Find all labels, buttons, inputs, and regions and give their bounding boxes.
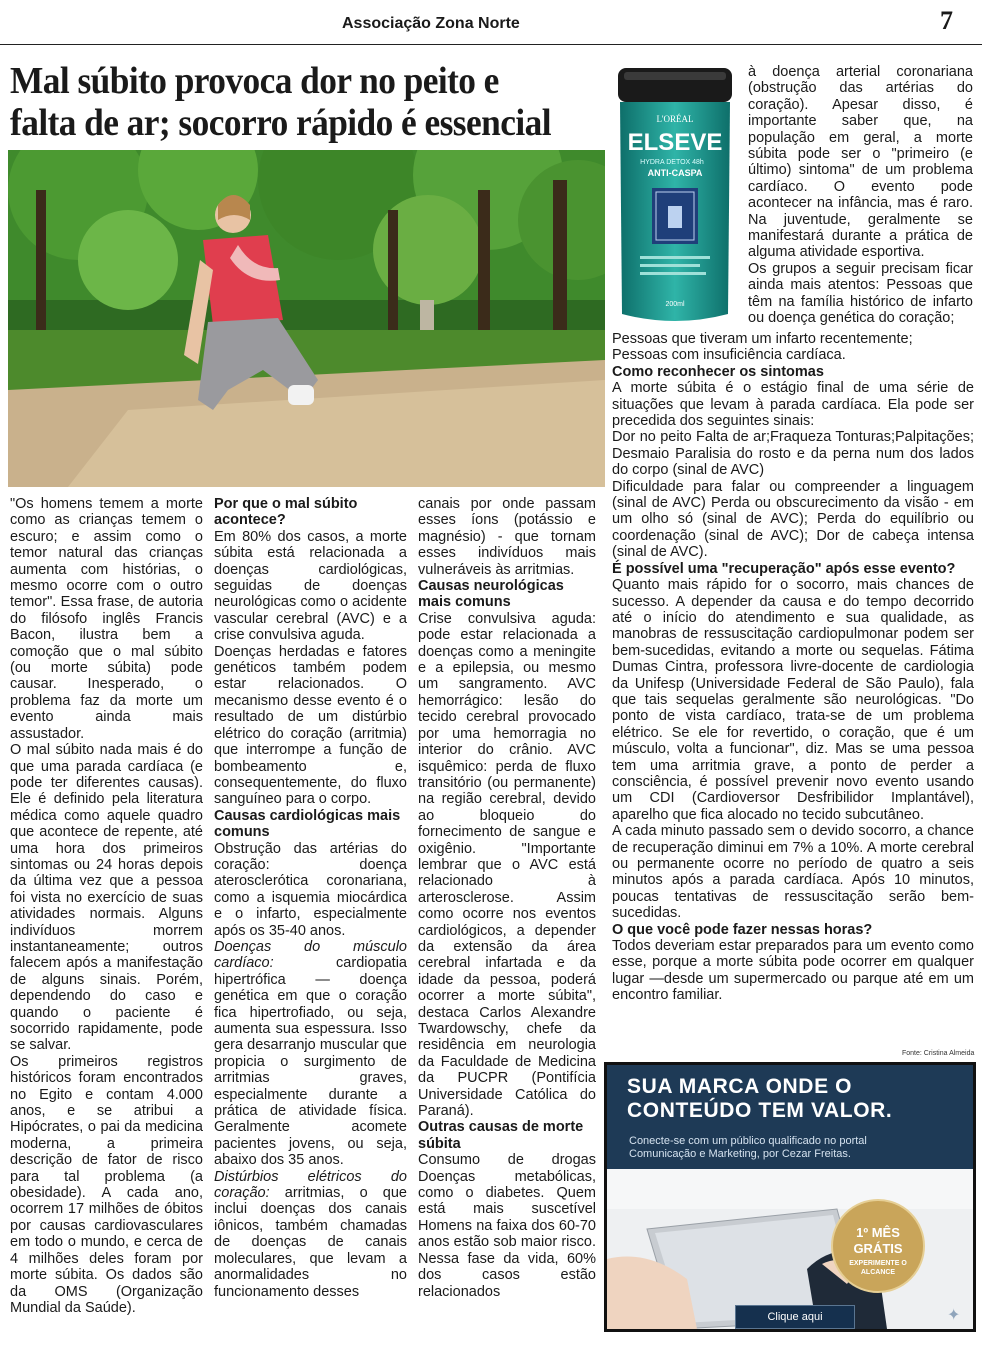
- ad-title-line: CONTEÚDO TEM VALOR.: [627, 1099, 893, 1122]
- click-here-button[interactable]: Clique aqui: [735, 1305, 855, 1329]
- paragraph: Consumo de drogas Doenças metabólicas, como o diabetes. Quem está mais suscetível Homens na faixa dos 60-70 anos estão sob maior risco. Nessa fase da vida, 60% dos casos estão relacionados: [418, 1152, 596, 1300]
- page-number: 7: [940, 6, 953, 35]
- paragraph: Obstrução das artérias do coração: doença aterosclerótica coronariana, como a isquemia miocárdica e o infarto, especialmente após os 35-40 anos.: [214, 840, 407, 939]
- paragraph: canais por onde passam esses íons (potássio e magnésio) - que tornam esses indivíduos mais vulneráveis às arritmias.: [418, 496, 596, 578]
- right-column: [612, 331, 974, 1004]
- history-paragraph: Os primeiros registros históricos foram encontrados no Egito e contam 4.000 anos, e se atribui a Hipócrates, o pai da medicina moderna, a primeira descrição de fator de risco para tal problema (a obesidade). A cada ano, ocorrem 17 milhões de óbitos por causas cardiovasculares em todo o mundo, e cerca de 4 milhões deles foram por morte súbita. Os dados são da OMS (Organização Mundial da Saúde).: [10, 1053, 203, 1316]
- paragraph: Os grupos a seguir precisam ficar ainda mais atentos: Pessoas que têm na família histórico de infarto ou doença genética do coração;: [748, 260, 973, 327]
- paragraph: Dor no peito Falta de ar;Fraqueza Tonturas;Palpitações; Desmaio Paralisia do rosto e da perna num dos lados do corpo (sinal de AVC): [612, 429, 974, 479]
- paragraph: Dificuldade para falar ou compreender a linguagem (sinal de AVC) Perda ou obscurecimento da visão - em um olho só (sinal de AVC); Perda do equilíbrio ou coordenação (sinal de AVC); Dor de cabeça intensa (sinal de AVC).: [612, 478, 974, 561]
- source-credit: Fonte: Cristina Almeida: [902, 1050, 975, 1057]
- header-divider: [0, 44, 982, 45]
- paragraph: Todos deveriam estar preparados para um evento como esse, porque a morte súbita pode ocorrer em qualquer lugar —desde um supermercado ou parque até em um encontro familiar.: [612, 938, 974, 1004]
- ad-title-line: SUA MARCA ONDE O: [627, 1075, 853, 1098]
- product-line: HYDRA DETOX 48h: [640, 159, 704, 166]
- list-item: Pessoas que tiveram um infarto recentemente;: [612, 331, 913, 347]
- publication-name: Associação Zona Norte: [342, 15, 520, 32]
- intro-paragraph: "Os homens temem a morte como as crianças temem o escuro; e assim como o temor natural das crianças aumenta com histórias, o mesmo ocorre com o outro temor". Essa frase, de autoria do filósofo inglês Francis Bacon, ilustra bem a comoção que o mal súbito (ou morte súbita) pode causar. Inesperado, o problema faz da morte um evento ainda mais assustador.: [10, 496, 203, 742]
- shampoo-product-image: [612, 66, 738, 334]
- article-headline: Mal súbito provoca dor no peito e falta de ar; socorro rápido é essencial: [10, 60, 551, 144]
- ad-subtitle: [629, 1135, 867, 1161]
- paragraph: à doença arterial coronariana (obstrução das artérias do coração). Apesar disso, é importante saber que, na população em geral, a morte súbita pode ser o "primeiro (e último) sintoma" de um problema cardíaco. O evento pode acontecer na infância, mas é raro. Na juventude, geralmente se manifestará durante a prática de alguma atividade esportiva.: [748, 64, 973, 261]
- paragraph: A cada minuto passado sem o devido socorro, a chance de recuperação diminui em 7% a 10%. A morte cerebral ou permanente ocorre no período de quatro a seis minutos após a parada cardíaca. Após 10 minutos, poucas tentativas de ressuscitação serão bem-sucedidas.: [612, 823, 974, 922]
- column-1: [10, 496, 203, 1316]
- paragraph: [214, 1169, 407, 1300]
- section-heading-other: Outras causas de morte súbita: [418, 1119, 584, 1152]
- article-photo: [8, 150, 605, 487]
- paragraph-text: cardiopatia hipertrófica — doença genética em que o coração fica hipertrofiado, ou seja, aumenta sua espessura. Isso gera desarranjo muscular que propicia o surgimento de arritmias graves, especialmente durante a prática de atividade física. Geralmente acomete pacientes jovens, ou seja, abaixo dos 35 anos.: [214, 955, 407, 1169]
- italic-lead: Doenças do músculo cardíaco:: [214, 938, 407, 972]
- section-heading-cardio: Causas cardiológicas mais comuns: [214, 807, 401, 841]
- paragraph-text: arritmias, o que inclui doenças dos canais iônicos, também chamadas de doenças de canais moleculares, que levam a anormalidades no funcionamento desses: [214, 1185, 407, 1300]
- product-name: ELSEVE: [627, 129, 723, 156]
- free-month-badge: [831, 1199, 925, 1293]
- paragraph: [214, 939, 407, 1169]
- section-heading-neuro: Causas neurológicas mais comuns: [418, 578, 564, 611]
- paragraph: Crise convulsiva aguda: pode estar relacionada a doenças como a meningite e a epilepsia, ou mesmo um sangramento. AVC hemorrágico: lesão do tecido cerebral provocado por uma hemorragia no interior do crânio. AVC isquêmico: perda de fluxo transitório (ou permanente) na região cerebral, devido ao bloqueio do fornecimento de sangue e oxigênio. "Importante lembrar que o AVC está relacionado à arterosclerose. Assim como ocorre nos eventos cardiológicos, a depender da extensão da área cerebral infartada e da idade da pessoa, poderá ocorrer a morte súbita", destaca Carlos Alexandre Twardowschy, chefe da residência em neurologia da Faculdade de Medicina da PUCPR (Pontifícia Universidade Católica do Paraná).: [418, 610, 596, 1120]
- paragraph: Em 80% dos casos, a morte súbita está relacionada a doenças cardiológicas, seguidas de doenças neurológicas como o acidente vascular cerebral (AVC) e a crise convulsiva aguda.: [214, 528, 407, 644]
- section-heading-recovery: É possível uma "recuperação" após esse evento?: [612, 560, 956, 577]
- definition-paragraph: O mal súbito nada mais é do que uma parada cardíaca (e pode ter diferentes causas). Ele é definido pela literatura médica como aquele quadro que acontece de repente, até uma hora dos primeiros sintomas ou 24 horas depois da última vez que a pessoa foi vista no exercício de suas atividades normais. Alguns indivíduos morrem instantaneamente; outros falecem após a manifestação de alguns sinais. Porém, dependendo do caso e quando o paciente é socorrido rapidamente, pode se salvar.: [10, 742, 203, 1054]
- column-2: [214, 496, 407, 1300]
- right-top-column: [748, 64, 973, 327]
- section-heading-why: Por que o mal súbito acontece?: [214, 496, 358, 529]
- list-item: Pessoas com insuficiência cardíaca.: [612, 347, 846, 364]
- product-volume: 200ml: [665, 301, 685, 308]
- section-heading-symptoms: Como reconhecer os sintomas: [612, 363, 824, 380]
- paragraph: A morte súbita é o estágio final de uma série de situações que levam à parada cardíaca. Ela pode ser precedida dos seguintes sinais:: [612, 380, 974, 430]
- badge-line: EXPERIMENTE O ALCANCE: [849, 1260, 907, 1276]
- section-heading-what-to-do: O que você pode fazer nessas horas?: [612, 921, 873, 938]
- product-variant: ANTI-CASPA: [647, 168, 703, 178]
- paragraph: Quanto mais rápido for o socorro, mais chances de sucesso. A depender da causa e do tempo decorrido até o início do atendimento e sua qualidade, as manobras de ressuscitação cardiopulmonar podem ser bem-sucedidas, evitando a morte ou sequelas. Fátima Dumas Cintra, professora livre-docente de cardiologia da Unifesp (Universidade Federal de São Paulo), fala que tais sequelas geralmente são neurológicas. "Do ponto de vista cardíaco, trata-se de um problema elétrico. Se ele for revertido, o coração, que é um músculo, volta a funcionar", diz. Mas se uma pessoa tem uma arritmia grave, a ponto de perder a consciência, é possível prevenir novo evento usando um CDI (Cardioversor Desfribilidor Implantável), aparelho que fica alocado no tecido subcutâneo.: [612, 577, 974, 823]
- product-brand: L'ORÉAL: [656, 114, 694, 124]
- badge-line: GRÁTIS: [853, 1241, 903, 1256]
- ad-subtitle-line: Conecte-se com um público qualificado no portal: [629, 1135, 867, 1147]
- ad-subtitle-line: Comunicação e Marketing, por Cezar Freitas.: [629, 1148, 851, 1160]
- paragraph: Doenças herdadas e fatores genéticos também podem estar relacionados. O mecanismo desse evento é o resultado de um distúrbio elétrico do coração (arritmia) que interrompe a função de bombeamento e, consequentemente, do fluxo sanguíneo para o corpo.: [214, 643, 407, 808]
- advertisement-banner[interactable]: [604, 1062, 976, 1332]
- sparkle-icon: ✦: [947, 1307, 961, 1324]
- column-3: [418, 496, 596, 1300]
- italic-lead: Distúrbios elétricos do coração:: [214, 1168, 407, 1202]
- ad-title: [627, 1075, 892, 1123]
- badge-line: 1º MÊS: [856, 1225, 900, 1240]
